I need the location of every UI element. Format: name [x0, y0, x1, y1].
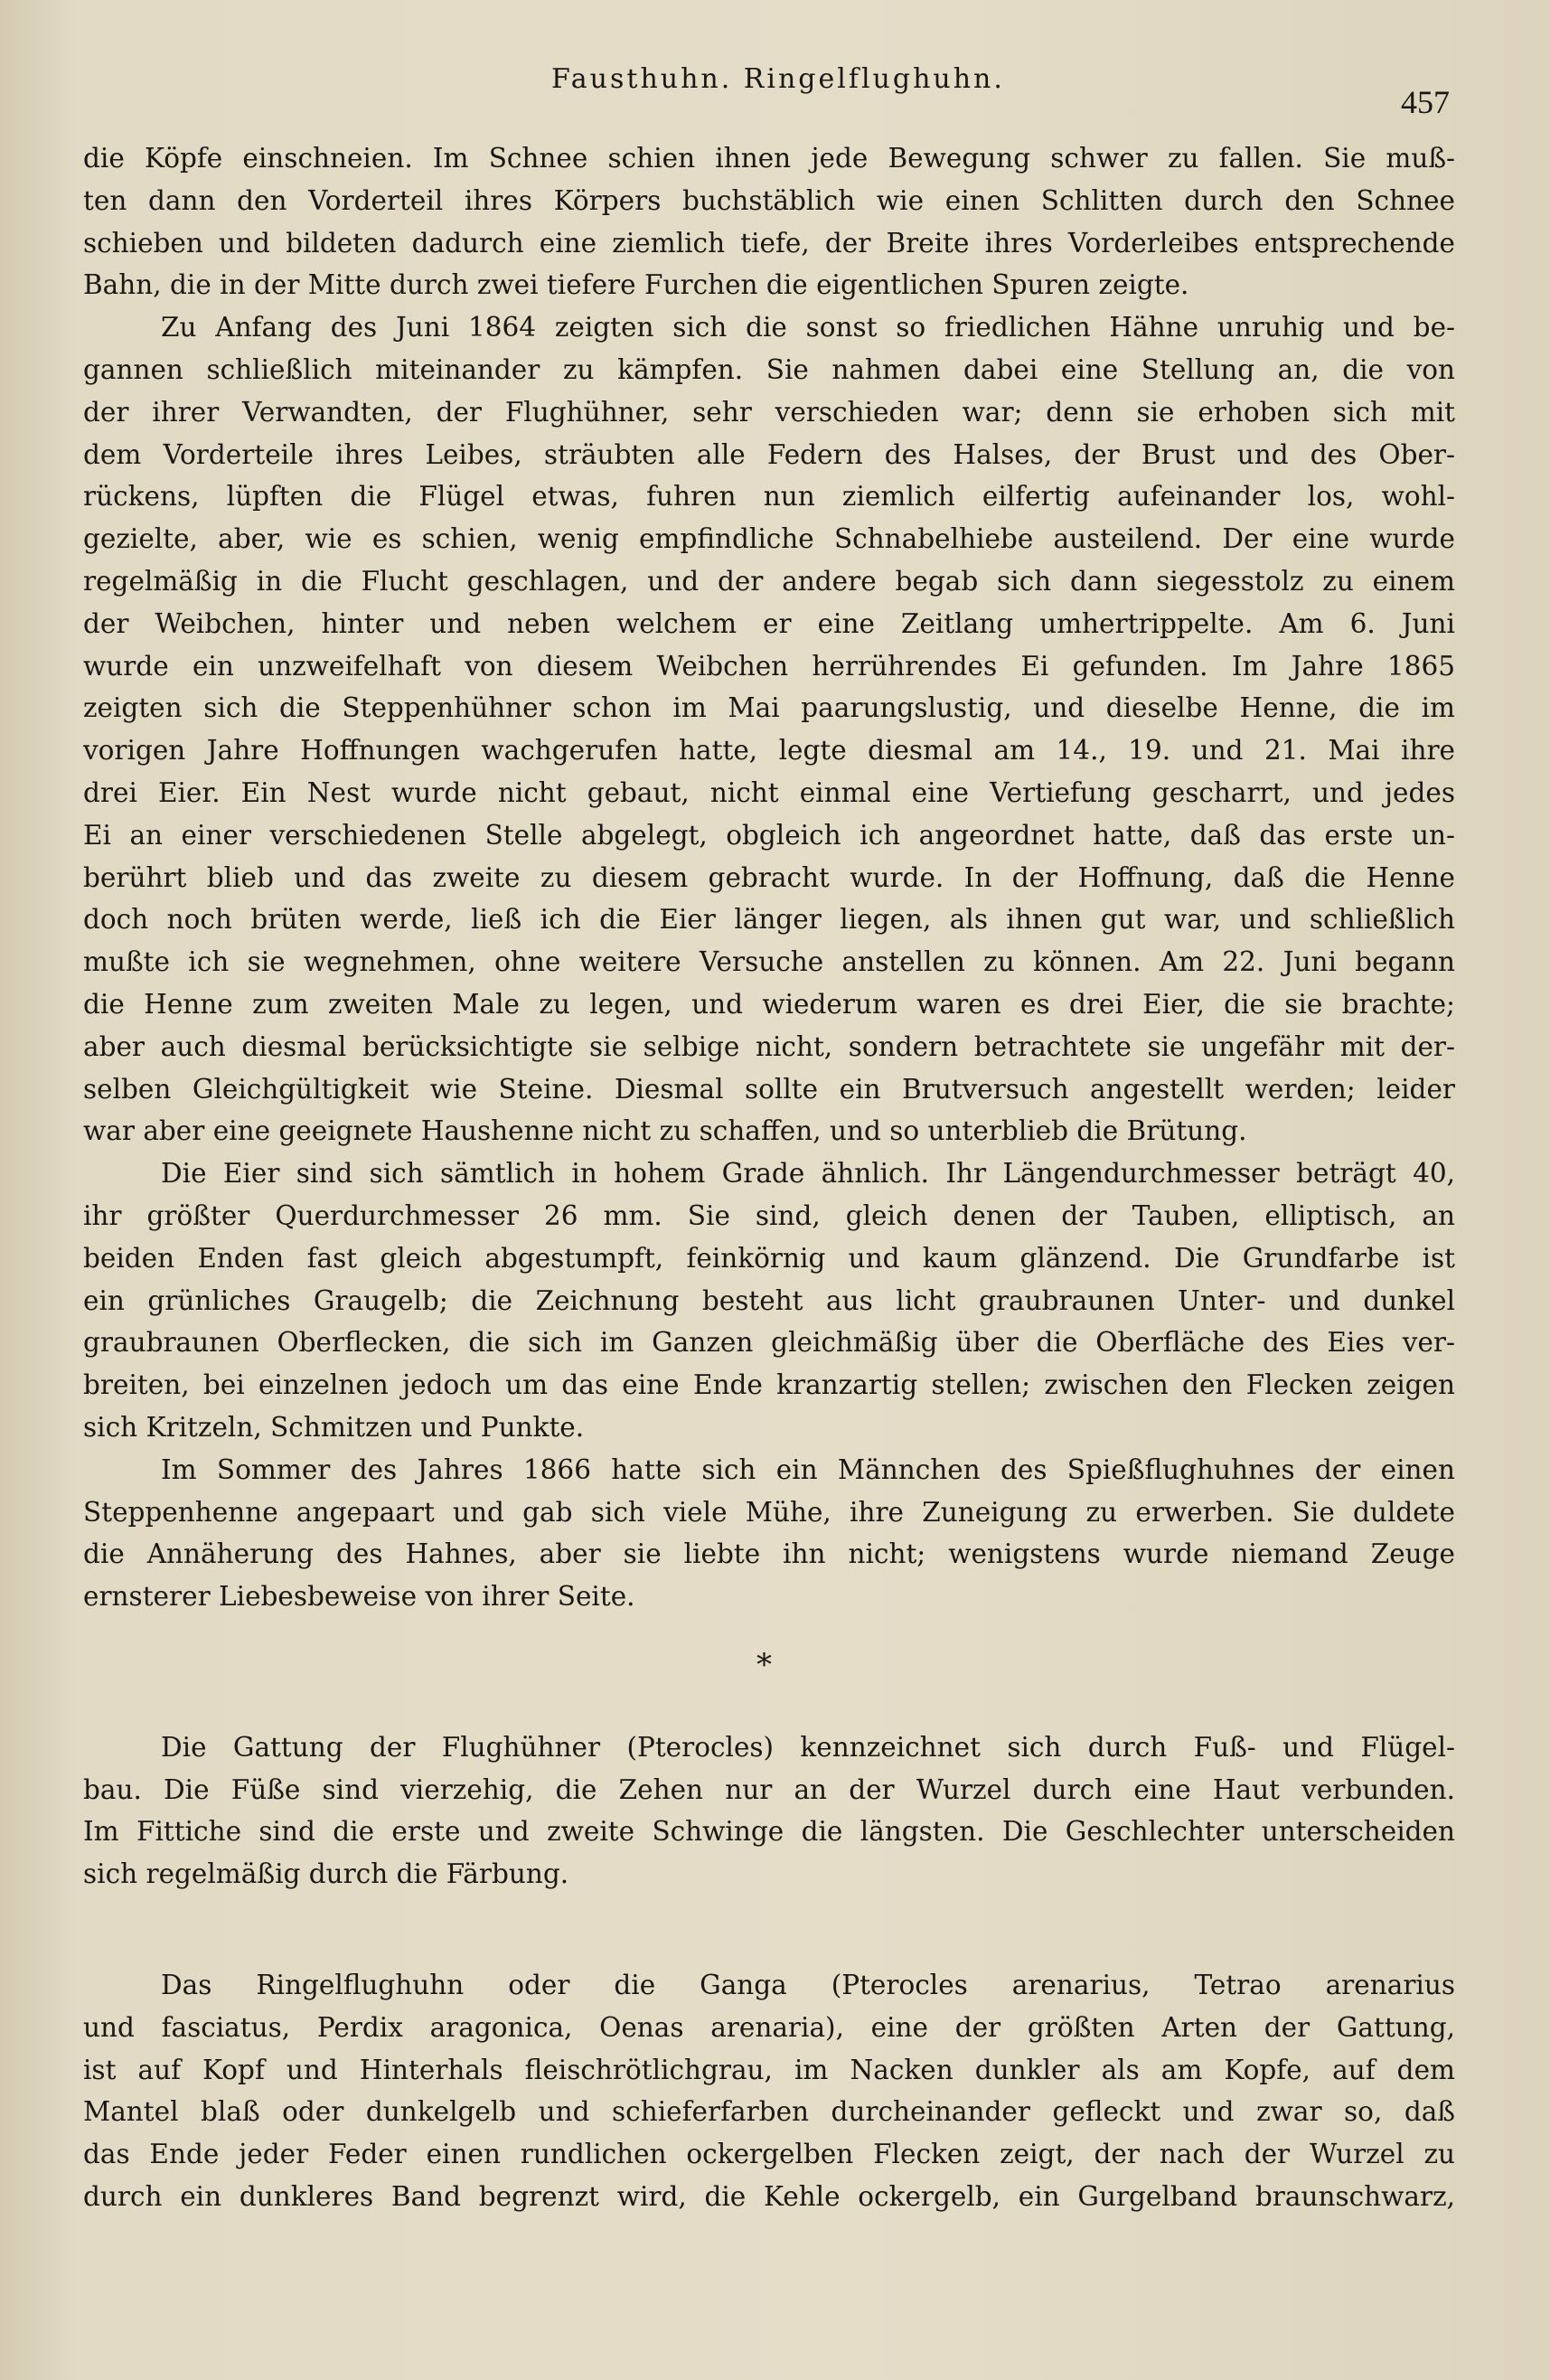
text-line: Im Sommer des Jahres 1866 hatte sich ein Männchen des Spießflughuhnes der einen	[161, 1453, 1455, 1485]
text-line: gannen schließlich miteinander zu kämpfen. Sie nahmen dabei eine Stellung an, die von	[83, 353, 1455, 385]
section-separator	[83, 1618, 1455, 1726]
text-line: bau. Die Füße sind vierzehig, die Zehen nur an der Wurzel durch eine Haut verbunden.	[83, 1773, 1455, 1805]
paragraph-eggs	[83, 1152, 1455, 1449]
text-line: Das Ringelflughuhn oder die Ganga (Pterocles arenarius, Tetrao arenarius	[161, 1970, 1455, 2001]
text-line: der Weibchen, hinter und neben welchem er eine Zeitlang umhertrippelte. Am 6. Juni	[83, 607, 1455, 639]
paragraph-gap	[83, 1896, 1455, 1964]
text-line: Die Eier sind sich sämtlich in hohem Grade ähnlich. Ihr Längendurchmesser beträgt 40,	[161, 1158, 1455, 1190]
text-line: mußte ich sie wegnehmen, ohne weitere Versuche anstellen zu können. Am 22. Juni begann	[83, 946, 1455, 978]
text-line: ihr größter Querdurchmesser 26 mm. Sie sind, gleich denen der Tauben, elliptisch, an	[83, 1199, 1455, 1231]
paragraph-mating-behavior	[83, 306, 1455, 1152]
text-line: wurde ein unzweifelhaft von diesem Weibchen herrührendes Ei gefunden. Im Jahre 1865	[83, 650, 1455, 682]
text-line: der ihrer Verwandten, der Flughühner, sehr verschieden war; denn sie erhoben sich mit	[83, 396, 1455, 428]
text-line: die Köpfe einschneien. Im Schnee schien ihnen jede Bewegung schwer zu fallen. Sie muß-	[83, 143, 1455, 174]
paragraph-summer-1866	[83, 1449, 1455, 1618]
text-line: ernsterer Liebesbeweise von ihrer Seite.	[83, 1581, 635, 1613]
text-line: ist auf Kopf und Hinterhals fleischrötlichgrau, im Nacken dunkler als am Kopfe, auf dem	[83, 2054, 1455, 2085]
text-line: Zu Anfang des Juni 1864 zeigten sich die sonst so friedlichen Hähne unruhig und be-	[161, 312, 1455, 343]
text-line: Steppenhenne angepaart und gab sich viele Mühe, ihre Zuneigung zu erwerben. Sie duldete	[83, 1496, 1455, 1528]
text-line: drei Eier. Ein Nest wurde nicht gebaut, nicht einmal eine Vertiefung gescharrt, und jedes	[83, 776, 1455, 808]
text-line: dem Vorderteile ihres Leibes, sträubten alle Federn des Halses, der Brust und des Ober-	[83, 438, 1455, 470]
text-line: berührt blieb und das zweite zu diesem gebracht wurde. In der Hoffnung, daß die Henne	[83, 861, 1455, 893]
text-line: selben Gleichgültigkeit wie Steine. Diesmal sollte ein Brutversuch angestellt werden; leider	[83, 1073, 1455, 1105]
text-line: Mantel blaß oder dunkelgelb und schieferfarben durcheinander gefleckt und zwar so, daß	[83, 2096, 1455, 2128]
paragraph-genus	[83, 1726, 1455, 1896]
text-line: Die Gattung der Flughühner (Pterocles) kennzeichnet sich durch Fuß- und Flügel-	[161, 1731, 1455, 1763]
text-line: die Annäherung des Hahnes, aber sie liebte ihn nicht; wenigstens wurde niemand Zeuge	[83, 1538, 1455, 1570]
text-line: schieben und bildeten dadurch eine ziemlich tiefe, der Breite ihres Vorderleibes entsprechende	[83, 227, 1455, 259]
text-line: war aber eine geeignete Haushenne nicht zu schaffen, und so unterblieb die Brütung.	[83, 1115, 1247, 1147]
text-line: regelmäßig in die Flucht geschlagen, und der andere begab sich dann siegesstolz zu einem	[83, 565, 1455, 597]
text-line: das Ende jeder Feder einen rundlichen ockergelben Flecken zeigt, der nach der Wurzel zu	[83, 2139, 1455, 2170]
body-text	[83, 137, 1455, 2218]
text-line: vorigen Jahre Hoffnungen wachgerufen hatte, legte diesmal am 14., 19. und 21. Mai ihre	[83, 735, 1455, 767]
text-line: sich regelmäßig durch die Färbung.	[83, 1858, 569, 1890]
text-line: ein grünliches Graugelb; die Zeichnung besteht aus licht graubraunen Unter- und dunkel	[83, 1284, 1455, 1316]
text-line: aber auch diesmal berücksichtigte sie selbige nicht, sondern betrachtete sie ungefähr mit der-	[83, 1030, 1455, 1062]
running-title: Fausthuhn. Ringelflughuhn.	[551, 63, 1005, 95]
text-line: die Henne zum zweiten Male zu legen, und wiederum waren es drei Eier, die sie brachte;	[83, 988, 1455, 1020]
text-line: rückens, lüpften die Flügel etwas, fuhren nun ziemlich eilfertig aufeinander los, wohl-	[83, 481, 1455, 513]
paragraph-snow-movement	[83, 137, 1455, 306]
page-number: 457	[1401, 84, 1450, 120]
text-line: gezielte, aber, wie es schien, wenig empfindliche Schnabelhiebe austeilend. Der eine wurde	[83, 523, 1455, 555]
paragraph-species	[83, 1964, 1455, 2218]
asterisk-separator: *	[756, 1646, 772, 1683]
text-line: beiden Enden fast gleich abgestumpft, feinkörnig und kaum glänzend. Die Grundfarbe ist	[83, 1242, 1455, 1274]
text-line: sich Kritzeln, Schmitzen und Punkte.	[83, 1411, 585, 1443]
text-line: breiten, bei einzelnen jedoch um das eine Ende kranzartig stellen; zwischen den Flecken zeigen	[83, 1369, 1455, 1401]
text-line: graubraunen Oberflecken, die sich im Ganzen gleichmäßig über die Oberfläche des Eies ver-	[83, 1327, 1455, 1359]
text-line: Bahn, die in der Mitte durch zwei tiefere Furchen die eigentlichen Spuren zeigte.	[83, 269, 1189, 301]
text-line: doch noch brüten werde, ließ ich die Eier länger liegen, als ihnen gut war, und schließlich	[83, 904, 1455, 936]
text-line: Ei an einer verschiedenen Stelle abgelegt, obgleich ich angeordnet hatte, daß das erste un-	[83, 819, 1455, 851]
text-line: zeigten sich die Steppenhühner schon im Mai paarungslustig, und dieselbe Henne, die im	[83, 692, 1455, 724]
text-line: ten dann den Vorderteil ihres Körpers buchstäblich wie einen Schlitten durch den Schnee	[83, 184, 1455, 216]
text-line: Im Fittiche sind die erste und zweite Schwinge die längsten. Die Geschlechter unterscheiden	[83, 1816, 1455, 1848]
text-line: durch ein dunkleres Band begrenzt wird, die Kehle ockergelb, ein Gurgelband braunschwarz,	[83, 2181, 1455, 2213]
text-line: und fasciatus, Perdix aragonica, Oenas arenaria), eine der größten Arten der Gattung,	[83, 2011, 1455, 2043]
page-header	[0, 63, 1550, 118]
